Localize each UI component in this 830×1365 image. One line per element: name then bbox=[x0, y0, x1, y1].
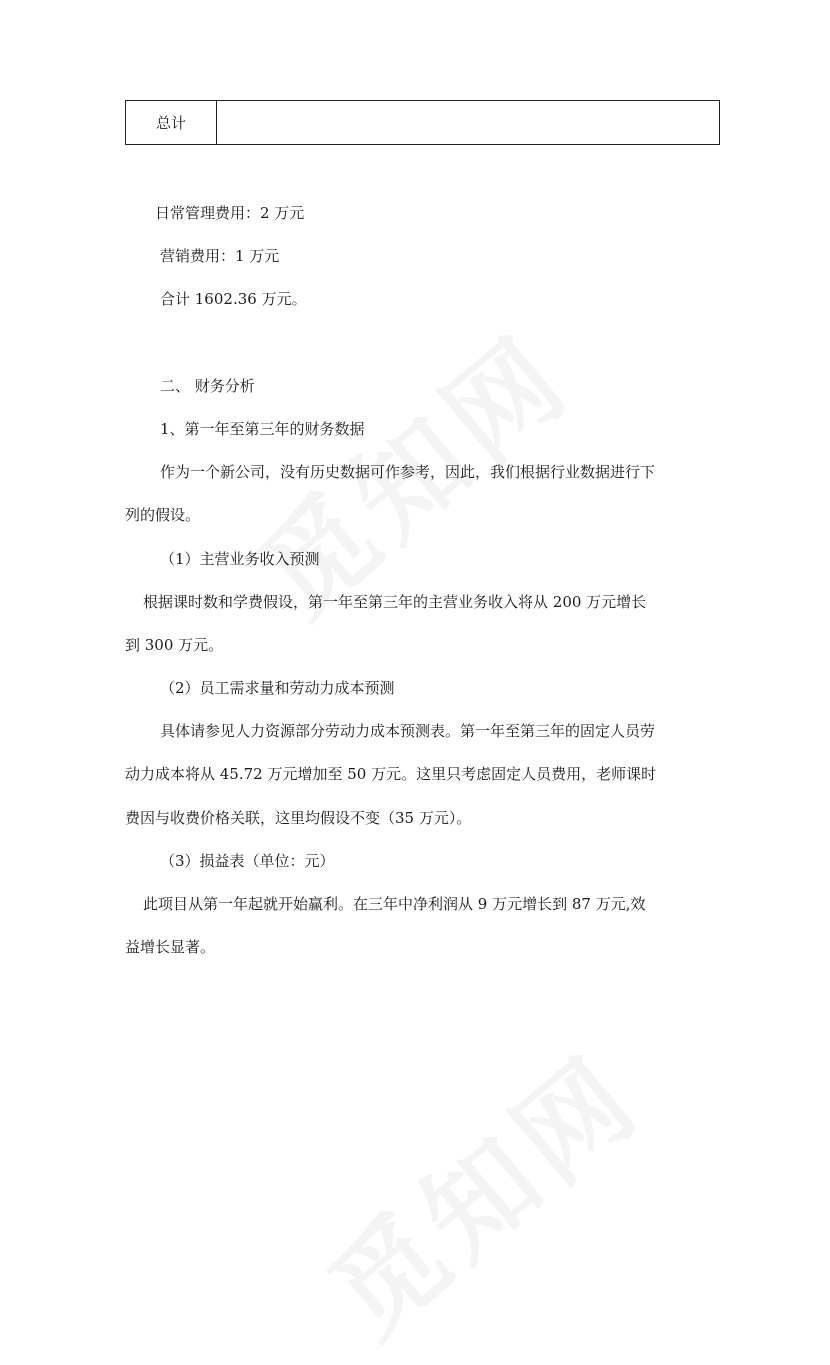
item-heading-income-statement: （3）损益表（单位：元） bbox=[160, 852, 335, 870]
total-value-cell bbox=[217, 101, 720, 145]
section-heading-financial-analysis: 二、 财务分析 bbox=[160, 377, 255, 395]
total-cost-line: 合计 1602.36 万元。 bbox=[160, 290, 307, 308]
item-heading-labor: （2）员工需求量和劳动力成本预测 bbox=[160, 679, 395, 697]
intro-line-1: 作为一个新公司，没有历史数据可作参考，因此，我们根据行业数据进行下 bbox=[160, 463, 656, 481]
watermark-bottom bbox=[291, 1013, 668, 1365]
revenue-line-1: 根据课时数和学费假设，第一年至第三年的主营业务收入将从 200 万元增长 bbox=[143, 593, 647, 611]
labor-line-3: 费因与收费价格关联，这里均假设不变（35 万元）。 bbox=[125, 809, 472, 827]
profit-line-2: 益增长显著。 bbox=[125, 938, 216, 956]
subheading-three-year-data: 1、第一年至第三年的财务数据 bbox=[160, 420, 365, 438]
revenue-line-2: 到 300 万元。 bbox=[125, 636, 224, 654]
item-heading-revenue: （1）主营业务收入预测 bbox=[160, 550, 320, 568]
marketing-cost-line: 营销费用：1 万元 bbox=[160, 247, 280, 265]
total-table bbox=[125, 100, 720, 145]
intro-line-2: 列的假设。 bbox=[125, 506, 201, 524]
labor-line-2: 动力成本将从 45.72 万元增加至 50 万元。这里只考虑固定人员费用，老师课时 bbox=[125, 765, 657, 783]
management-cost-line: 日常管理费用：2 万元 bbox=[155, 204, 305, 222]
total-label-cell: 总计 bbox=[126, 101, 217, 145]
profit-line-1: 此项目从第一年起就开始赢利。在三年中净利润从 9 万元增长到 87 万元,效 bbox=[143, 895, 646, 913]
labor-line-1: 具体请参见人力资源部分劳动力成本预测表。第一年至第三年的固定人员劳 bbox=[160, 722, 656, 740]
table-row bbox=[126, 101, 720, 145]
